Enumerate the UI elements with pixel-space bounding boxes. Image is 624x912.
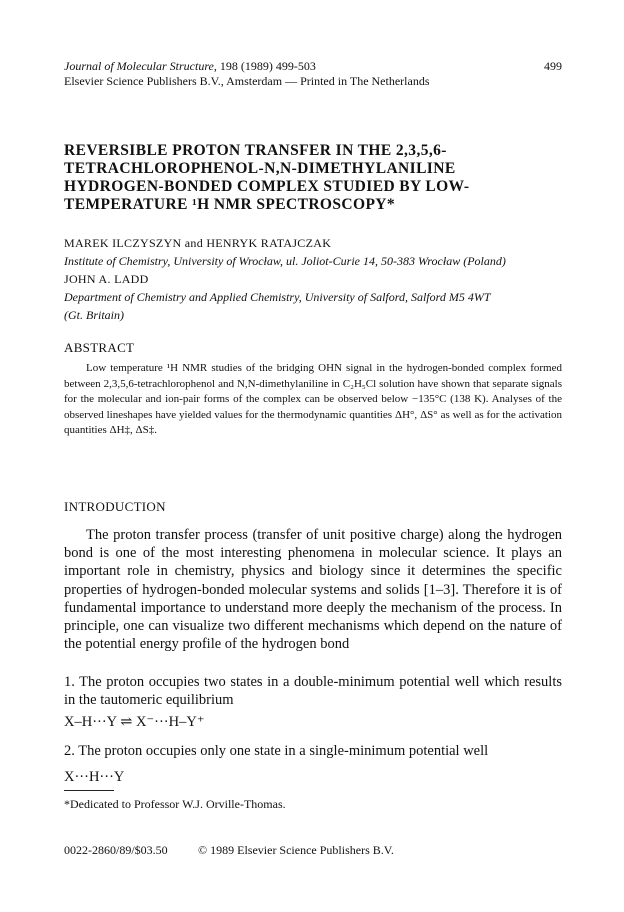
author-block xyxy=(64,234,564,324)
journal-name: Journal of Molecular Structure, xyxy=(64,59,217,73)
intro-paragraph: The proton transfer process (transfer of unit positive charge) along the hydrogen bond is one of the most interesting phenomena in molecular science. It plays an important role in chemistry, physics and biology since it determines the specific properties of hydrogen-bonded molecular systems and solids [1–3]. Therefore it is of fundamental importance to understand more deeply the mechanism of the process. In principle, one can visualize two different mechanisms which depend on the nature of the potential energy profile of the hydrogen bond xyxy=(64,527,562,653)
page-number: 499 xyxy=(544,59,562,73)
abstract-heading: ABSTRACT xyxy=(64,340,135,355)
title-line: HYDROGEN-BONDED COMPLEX STUDIED BY LOW- xyxy=(64,178,470,195)
abstract-text: Low temperature ¹H NMR studies of the bridging OHN signal in the hydrogen-bonded complex formed between 2,3,5,6-tetrachlorophenol and N,N-dimethylaniline in C₂H₅Cl solution have shown that separate signals for the molecular and ion-pair forms of the complex can be observed below −135°C (138 K). Analyses of the observed lineshapes have yielded values for the thermodynamic quantities ΔH°, ΔS° as well as for the activation quantities ΔH‡, ΔS‡. xyxy=(64,362,562,436)
journal-citation xyxy=(64,59,316,73)
mechanism-item-2: 2. The proton occupies only one state in a single-minimum potential well xyxy=(64,743,489,759)
introduction-heading: INTRODUCTION xyxy=(64,499,166,514)
title-line: REVERSIBLE PROTON TRANSFER IN THE 2,3,5,6- xyxy=(64,142,447,159)
affiliation-2-line-1: Department of Chemistry and Applied Chemistry, University of Salford, Salford M5 4WT xyxy=(64,290,491,304)
footnote-divider xyxy=(64,790,114,791)
title-line: TETRACHLOROPHENOL-N,N-DIMETHYLANILINE xyxy=(64,160,456,177)
mechanism-item-1: 1. The proton occupies two states in a double-minimum potential well which results in the tautomeric equilibrium xyxy=(64,674,562,709)
article-title xyxy=(64,142,564,214)
equation-single-minimum: X···H···Y xyxy=(64,769,125,785)
equation-tautomeric: X–H···Y ⇌ X⁻···H–Y⁺ xyxy=(64,714,205,730)
publisher-line: Elsevier Science Publishers B.V., Amsterdam — Printed in The Netherlands xyxy=(64,74,430,88)
footer-copyright: © 1989 Elsevier Science Publishers B.V. xyxy=(198,843,394,857)
footer-code: 0022-2860/89/$03.50 xyxy=(64,843,168,857)
title-line: TEMPERATURE ¹H NMR SPECTROSCOPY* xyxy=(64,196,396,213)
authors-group-1: MAREK ILCZYSZYN and HENRYK RATAJCZAK xyxy=(64,236,332,250)
footnote: *Dedicated to Professor W.J. Orville-Thomas. xyxy=(64,797,286,811)
affiliation-2-line-2: (Gt. Britain) xyxy=(64,308,124,322)
affiliation-1: Institute of Chemistry, University of Wrocław, ul. Joliot-Curie 14, 50-383 Wrocław (Poland) xyxy=(64,254,506,268)
journal-volume: 198 (1989) 499-503 xyxy=(219,59,316,73)
authors-group-2: JOHN A. LADD xyxy=(64,272,149,286)
